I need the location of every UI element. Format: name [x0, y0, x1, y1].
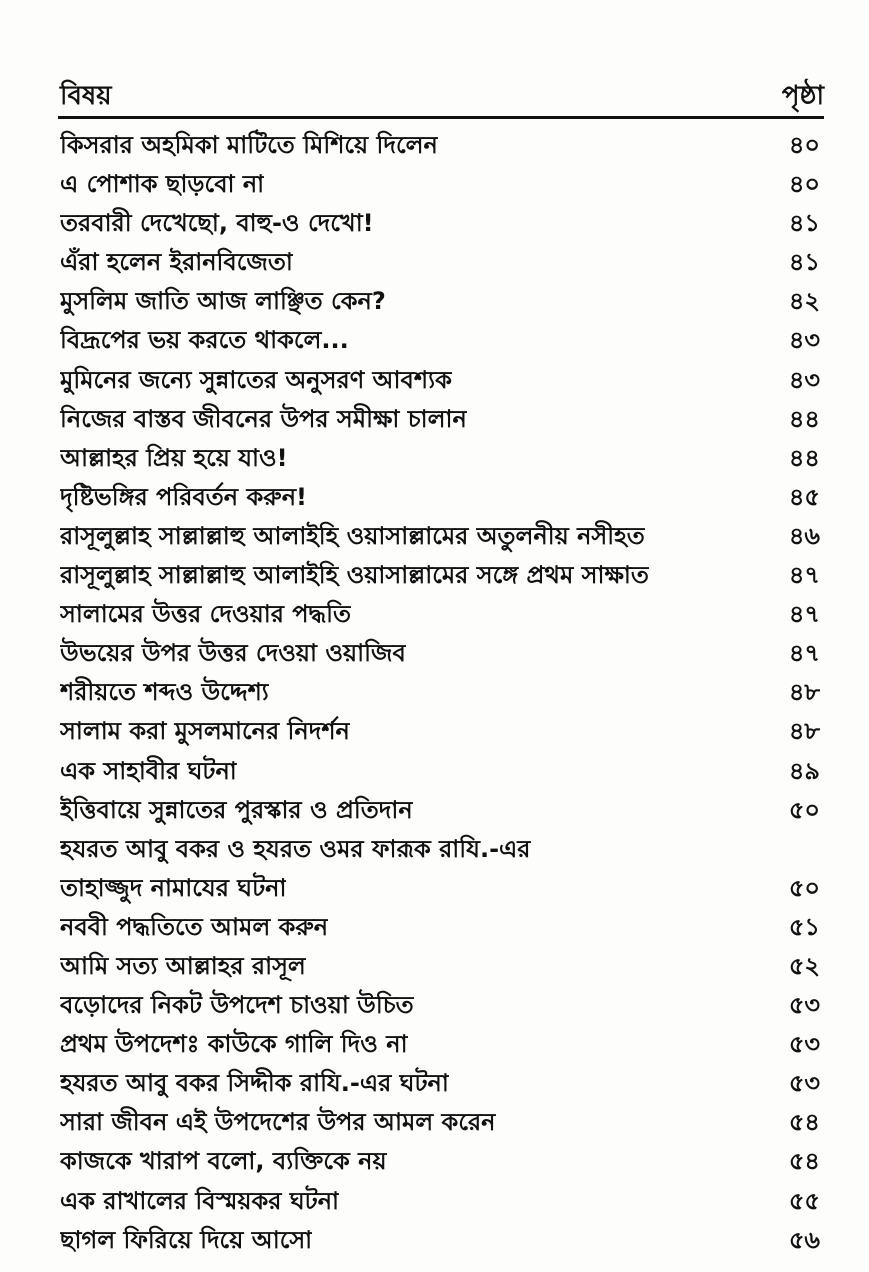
- toc-entry: [58, 1064, 824, 1103]
- toc-entry: [58, 361, 824, 400]
- toc-entry-page-number: ৫৪: [788, 1108, 820, 1137]
- toc-entry-title: কাজকে খারাপ বলো, ব্যক্তিকে নয়: [60, 1147, 387, 1176]
- toc-entry-page-number: ৫৩: [788, 1069, 820, 1098]
- toc-entry-page-number: ৪৯: [788, 756, 820, 785]
- toc-entry: [58, 830, 824, 869]
- toc-entry-title: সালামের উত্তর দেওয়ার পদ্ধতি: [60, 600, 352, 629]
- toc-entry-page-number: ৫০: [788, 873, 820, 902]
- toc-entry: [58, 1221, 824, 1260]
- toc-header: [58, 74, 824, 119]
- toc-entry-title: শরীয়তে শব্দও উদ্দেশ্য: [60, 678, 269, 707]
- toc-entry-title: ছাগল ফিরিয়ে দিয়ে আসো: [60, 1225, 313, 1254]
- toc-entry-title: আমি সত্য আল্লাহর রাসূল: [60, 951, 306, 980]
- toc-entry: [58, 947, 824, 986]
- toc-entry-title: ইত্তিবায়ে সুন্নাতের পুরস্কার ও প্রতিদান: [60, 795, 413, 824]
- toc-entry-title: উভয়ের উপর উত্তর দেওয়া ওয়াজিব: [60, 639, 406, 668]
- toc-entry: [58, 204, 824, 243]
- toc-entry: [58, 517, 824, 556]
- toc-entry-page-number: ৪৭: [788, 600, 820, 629]
- toc-entry-page-number: ৫৩: [788, 991, 820, 1020]
- toc-entry-title: কিসরার অহমিকা মাটিতে মিশিয়ে দিলেন: [60, 131, 438, 159]
- toc-entry-page-number: ৪০: [788, 170, 820, 199]
- toc-entry-page-number: ৪৪: [788, 404, 820, 433]
- toc-entry-title: রাসূলুল্লাহ সাল্লাল্লাহু আলাইহি ওয়াসাল্লামের অতুলনীয় নসীহত: [60, 521, 645, 550]
- toc-entry: [58, 1103, 824, 1142]
- toc-entry-title: তাহাজ্জুদ নামাযের ঘটনা: [60, 873, 287, 902]
- toc-entry-title: মুসলিম জাতি আজ লাঞ্ছিত কেন?: [60, 287, 386, 316]
- toc-entry-page-number: ৪৫: [788, 482, 820, 511]
- toc-entry: [58, 478, 824, 517]
- toc-entry-title: এক সাহাবীর ঘটনা: [60, 756, 237, 785]
- toc-entry: [58, 165, 824, 204]
- toc-entry: [58, 556, 824, 595]
- toc-entry-page-number: ৪৮: [788, 717, 820, 746]
- toc-entry-title: বড়োদের নিকট উপদেশ চাওয়া উচিত: [60, 991, 414, 1020]
- toc-entry-title: বিদ্রূপের ভয় করতে থাকলে...: [60, 326, 349, 355]
- toc-entry: [58, 673, 824, 712]
- toc-entry-page-number: ৪৪: [788, 443, 820, 472]
- toc-entry-title: আল্লাহর প্রিয় হয়ে যাও!: [60, 443, 288, 472]
- toc-entry-page-number: ৪২: [788, 287, 820, 316]
- toc-entry: [58, 1142, 824, 1181]
- toc-entry: [58, 869, 824, 908]
- table-of-contents: [58, 126, 824, 1260]
- toc-entry-page-number: ৫৫: [788, 1186, 820, 1215]
- toc-entry: [58, 400, 824, 439]
- toc-entry-title: মুমিনের জন্যে সুন্নাতের অনুসরণ আবশ্যক: [60, 365, 452, 394]
- toc-entry-title: নিজের বাস্তব জীবনের উপর সমীক্ষা চালান: [60, 404, 467, 433]
- toc-entry-title: সালাম করা মুসলমানের নিদর্শন: [60, 717, 350, 746]
- toc-entry-page-number: ৫৪: [788, 1147, 820, 1176]
- toc-entry-page-number: ৪৩: [788, 365, 820, 394]
- toc-entry-page-number: ৪৬: [788, 521, 820, 550]
- toc-entry-title: এ পোশাক ছাড়বো না: [60, 170, 265, 199]
- toc-entry-page-number: ৪১: [788, 248, 820, 277]
- toc-entry-title: হযরত আবু বকর ও হযরত ওমর ফারূক রাযি.-এর: [60, 834, 531, 863]
- toc-entry: [58, 791, 824, 830]
- toc-entry-page-number: ৪৭: [788, 639, 820, 668]
- toc-entry: [58, 282, 824, 321]
- toc-entry: [58, 243, 824, 282]
- toc-entry-title: প্রথম উপদেশঃ কাউকে গালি দিও না: [60, 1030, 408, 1059]
- toc-entry-title: তরবারী দেখেছো, বাহু-ও দেখো!: [60, 209, 374, 238]
- toc-entry: [58, 126, 824, 165]
- toc-entry-title: হযরত আবু বকর সিদ্দীক রাযি.-এর ঘটনা: [60, 1069, 449, 1098]
- toc-entry-title: সারা জীবন এই উপদেশের উপর আমল করেন: [60, 1108, 496, 1137]
- toc-entry: [58, 1025, 824, 1064]
- toc-entry-page-number: ৪৭: [788, 561, 820, 590]
- toc-entry-page-number: ৫১: [788, 912, 820, 941]
- toc-entry-page-number: ৫২: [788, 951, 820, 980]
- toc-entry: [58, 634, 824, 673]
- toc-entry-page-number: ৪০: [788, 131, 820, 159]
- toc-entry-title: রাসূলুল্লাহ সাল্লাল্লাহু আলাইহি ওয়াসাল্লামের সঙ্গে প্রথম সাক্ষাত: [60, 561, 649, 590]
- toc-entry: [58, 595, 824, 634]
- toc-entry-page-number: ৫০: [788, 795, 820, 824]
- toc-entry: [58, 1182, 824, 1221]
- toc-entry-page-number: ৪৮: [788, 678, 820, 707]
- toc-entry-title: এক রাখালের বিস্ময়কর ঘটনা: [60, 1186, 340, 1215]
- toc-entry: [58, 712, 824, 751]
- subject-column-heading: বিষয়: [60, 81, 112, 111]
- toc-entry-title: দৃষ্টিভঙ্গির পরিবর্তন করুন!: [60, 482, 307, 511]
- toc-entry-title: এঁরা হলেন ইরানবিজেতা: [60, 248, 293, 277]
- toc-entry: [58, 986, 824, 1025]
- toc-entry-page-number: ৪১: [788, 209, 820, 238]
- toc-entry-title: নববী পদ্ধতিতে আমল করুন: [60, 912, 329, 941]
- toc-entry-page-number: ৪৩: [788, 326, 820, 355]
- toc-entry-page-number: ৫৬: [788, 1225, 820, 1254]
- page-column-heading: পৃষ্ঠা: [781, 81, 824, 111]
- toc-entry: [58, 908, 824, 947]
- toc-entry-page-number: ৫৩: [788, 1030, 820, 1059]
- toc-entry: [58, 321, 824, 360]
- toc-entry: [58, 439, 824, 478]
- toc-entry: [58, 752, 824, 791]
